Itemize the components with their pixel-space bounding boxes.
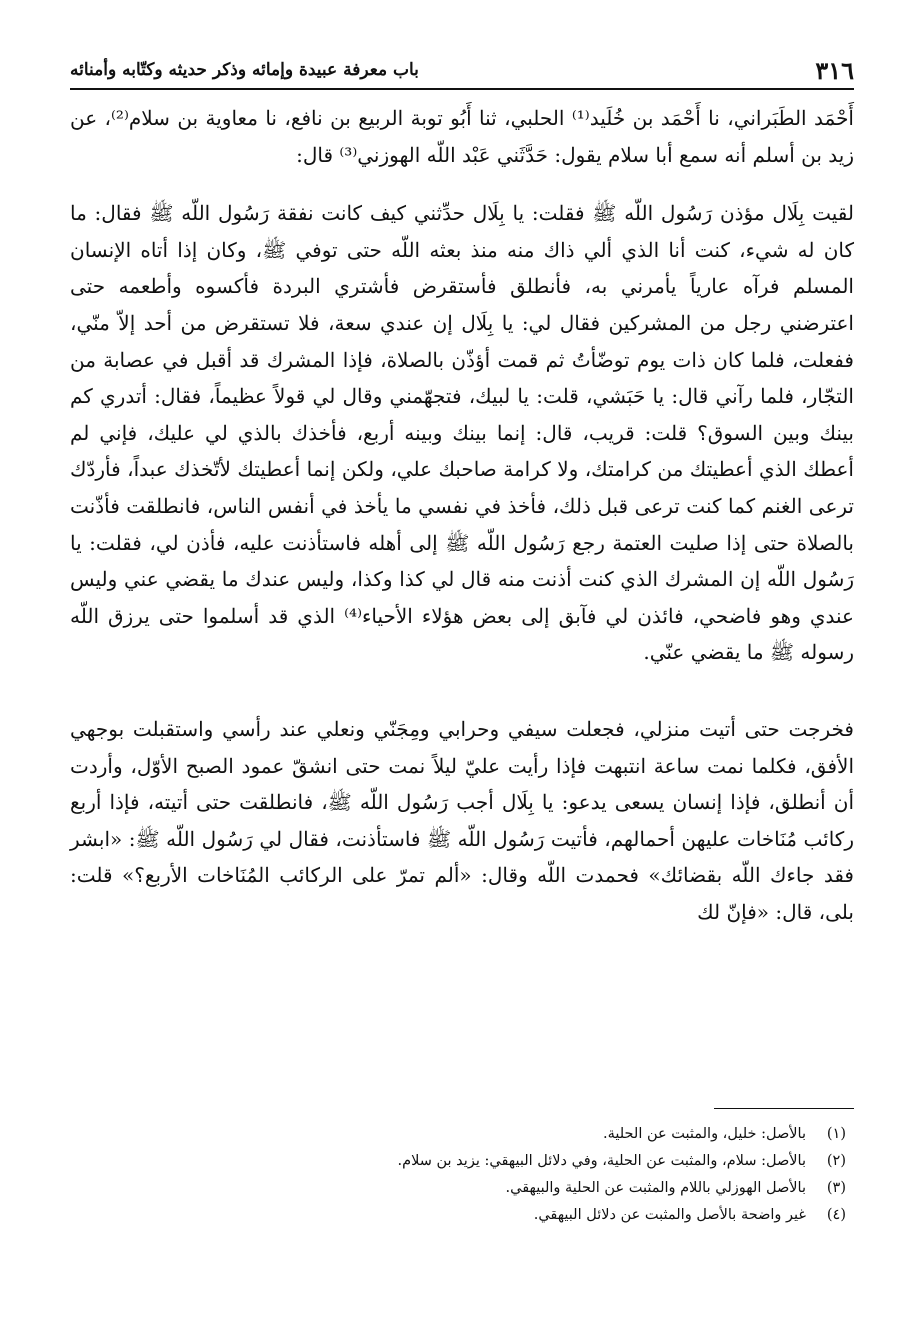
running-title: باب معرفة عبيدة وإمائه وذكر حديثه وكتّابه وأمنائه: [70, 60, 419, 80]
footnote-text: بالأصل: سلام، والمثبت عن الحلية، وفي دلائل البيهقي: يزيد بن سلام.: [397, 1153, 806, 1169]
footnotes-section: [70, 1108, 854, 1229]
footnote-number: (٣): [826, 1180, 846, 1196]
main-text: [70, 100, 854, 930]
paragraph-narration: لقيت بِلَال مؤذن رَسُول اللّه ﷺ فقلت: يا بِلَال حدِّثني كيف كانت نفقة رَسُول اللّه ﷺ فقال: ما كان له شيء، كنت أنا الذي ألي ذاك منه منذ بعثه اللّه حتى توفي ﷺ، وكان إذا أتاه الإنسان المسلم فرآه عارياً يأمرني به، فأنطلق فأستقرض فأشتري البردة فأكسوه وأطعمه حتى اعترضني رجل من المشركين فقال لي: يا بِلَال إن عندي سعة، فلا تستقرض من أحد إلاّ منّي، ففعلت، فلما كان ذات يوم توضّأتُ ثم قمت أؤذّن بالصلاة، فإذا المشرك قد أقبل في عصابة من التجّار، فلما رآني قال: يا حَبَشي، قلت: يا لبيك، فتجهّمني وقال لي قولاً عظيماً، فقال: أتدري كم بينك وبين السوق؟ قلت: قريب، قال: إنما بينك وبينه أربع، فأخذك بالذي لي عليك، فإني لم أعطك الذي أعطيتك من كرامتك، ولا كرامة صاحبك علي، ولكن إنما أعطيتك لأتّخذك عبداً، فأردّك ترعى الغنم كما كنت ترعى قبل ذلك، فأخذ في نفسي ما يأخذ في أنفس الناس، فانطلقت فأذّنت بالصلاة حتى إذا صليت العتمة رجع رَسُول اللّه ﷺ إلى أهله فاستأذنت عليه، فأذن لي، فقلت: يا رَسُول اللّه إن المشرك الذي كنت أذنت منه قال لي كذا وكذا، وليس عندك ما يقضي عني وليس عندي وهو فاضحي، فائذن لي فآبق إلى بعض هؤلاء الأحياء⁽⁴⁾ الذي قد أسلموا حتى يرزق اللّه رسوله ﷺ ما يقضي عنّي.: [70, 201, 854, 665]
paragraph-continuation: فخرجت حتى أتيت منزلي، فجعلت سيفي وحرابي ومِجَنّي ونعلي عند رأسي واستقبلت بوجهي الأفق، فكلما نمت ساعة انتبهت فإذا رأيت عليّ ليلاً نمت حتى انشقّ عمود الصبح الأوّل، وأردت أن أنطلق، فإذا إنسان يسعى يدعو: يا بِلَال أجب رَسُول اللّه ﷺ، فانطلقت حتى أتيته، فإذا أربع ركائب مُنَاخات عليهن أحمالهم، فأتيت رَسُول اللّه ﷺ فاستأذنت، فقال لي رَسُول اللّه ﷺ: «ابشر فقد جاءك اللّه بقضائك» فحمدت اللّه وقال: «ألم تمرّ على الركائب المُنَاخات الأربع؟» قلت: بلى، قال: «فإنّ لك: [70, 716, 854, 924]
footnote-item: [70, 1121, 854, 1148]
footnote-number: (١): [826, 1126, 846, 1142]
footnote-text: بالأصل الهوزلي باللام والمثبت عن الحلية والبيهقي.: [505, 1180, 806, 1196]
page-number: ٣١٦: [815, 55, 854, 85]
page-header: [70, 52, 854, 90]
footnote-text: بالأصل: خليل، والمثبت عن الحلية.: [602, 1126, 806, 1142]
footnote-text: غير واضحة بالأصل والمثبت عن دلائل البيهقي.: [533, 1207, 806, 1223]
footnote-divider: [714, 1108, 854, 1109]
paragraph-isnad: أَحْمَد الطَبَراني، نا أَحْمَد بن خُلَيد⁽¹⁾ الحلبي، ثنا أَبُو توبة الربيع بن نافع، نا معاوية بن سلام⁽²⁾، عن زيد بن أسلم أنه سمع أبا سلام يقول: حَدَّثَني عَبْد اللّه الهوزني⁽³⁾ قال:: [70, 106, 854, 167]
footnote-item: [70, 1148, 854, 1175]
footnote-item: [70, 1202, 854, 1229]
footnote-number: (٢): [826, 1153, 846, 1169]
footnote-item: [70, 1175, 854, 1202]
footnote-number: (٤): [826, 1207, 846, 1223]
